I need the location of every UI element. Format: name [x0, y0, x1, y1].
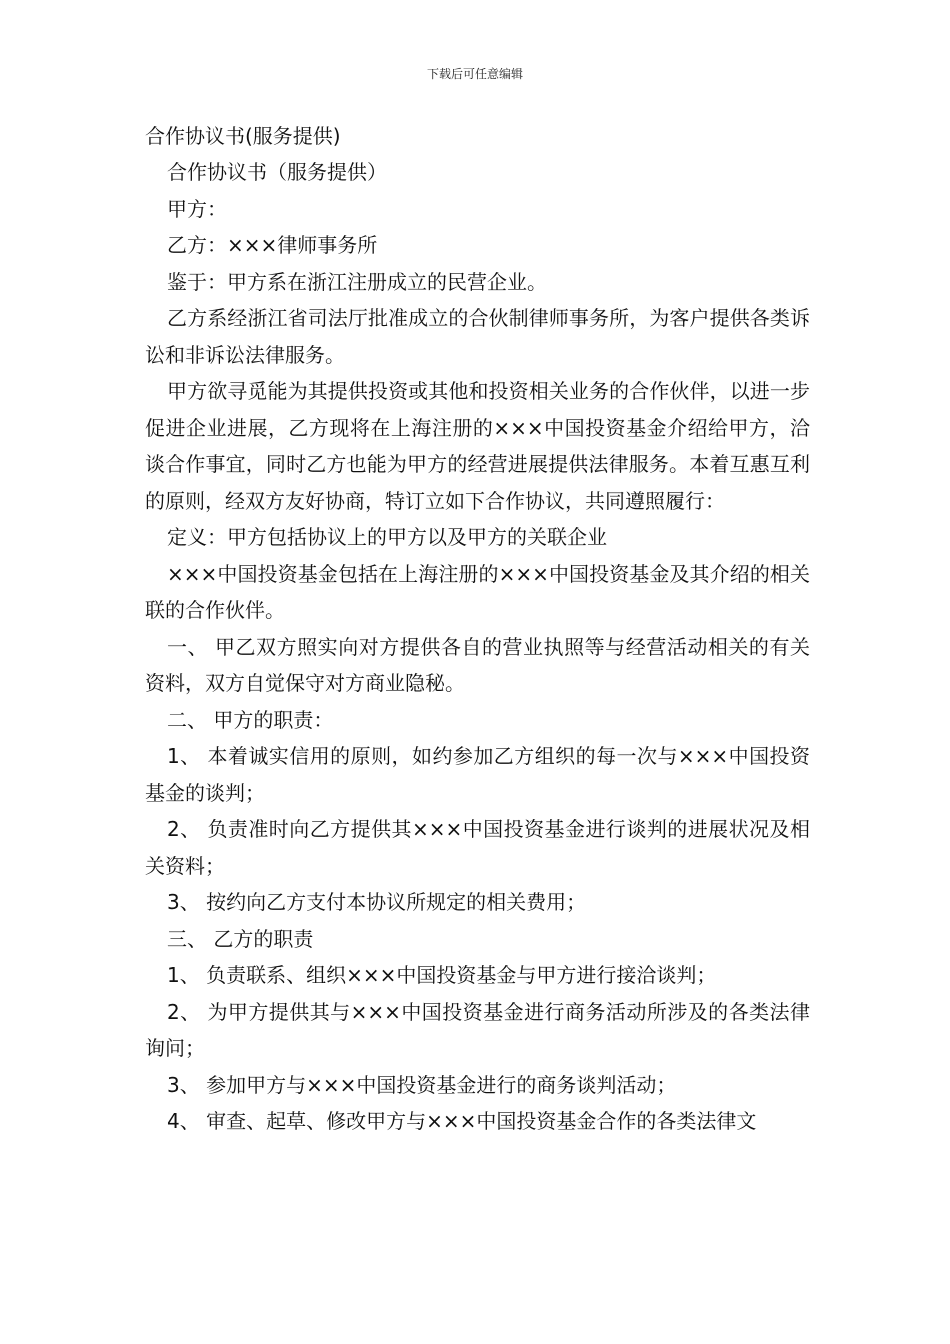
document-title: 合作协议书(服务提供) [145, 124, 341, 148]
page-header [0, 66, 950, 82]
header-note: 下载后可任意编辑 [426, 67, 523, 81]
clause-2-item-1: 1、 本着诚实信用的原则，如约参加乙方组织的每一次与×××中国投资基金的谈判； [145, 744, 810, 805]
clause-2-item-2: 2、 负责准时向乙方提供其×××中国投资基金进行谈判的进展状况及相关资料； [145, 817, 810, 878]
whereas-paragraph: 鉴于：甲方系在浙江注册成立的民营企业。 [167, 269, 547, 294]
subtitle-paragraph: 合作协议书（服务提供） [167, 160, 387, 184]
party-b-description-paragraph: 乙方系经浙江省司法厅批准成立的合伙制律师事务所，为客户提供各类诉讼和非诉讼法律服务。 [145, 306, 810, 367]
document-body [145, 118, 810, 1140]
clause-2-heading: 二、 甲方的职责： [167, 707, 334, 732]
party-a-paragraph: 甲方： [167, 196, 227, 221]
definition-paragraph: 定义：甲方包括协议上的甲方以及甲方的关联企业 [167, 525, 607, 549]
clause-3-item-3: 3、 参加甲方与×××中国投资基金进行的商务谈判活动； [167, 1072, 677, 1097]
fund-definition-paragraph: ×××中国投资基金包括在上海注册的×××中国投资基金及其介绍的相关联的合作伙伴。 [145, 561, 810, 622]
clause-3-item-2: 2、 为甲方提供其与×××中国投资基金进行商务活动所涉及的各类法律询问； [145, 999, 810, 1060]
clause-3-item-1: 1、 负责联系、组织×××中国投资基金与甲方进行接洽谈判； [167, 963, 717, 987]
party-b-paragraph: 乙方：×××律师事务所 [167, 233, 378, 257]
clause-3-heading: 三、 乙方的职责 [167, 926, 314, 951]
clause-1-paragraph: 一、 甲乙双方照实向对方提供各自的营业执照等与经营活动相关的有关资料，双方自觉保守对方商业隐秘。 [145, 634, 810, 695]
purpose-paragraph: 甲方欲寻觅能为其提供投资或其他和投资相关业务的合作伙伴，以进一步促进企业进展，乙方现将在上海注册的×××中国投资基金介绍给甲方，洽谈合作事宜，同时乙方也能为甲方的经营进展提供法律服务。本着互惠互利的原则，经双方友好协商，特订立如下合作协议，共同遵照履行： [145, 379, 810, 513]
clause-2-item-3: 3、 按约向乙方支付本协议所规定的相关费用； [167, 890, 587, 914]
clause-3-item-4: 4、 审查、起草、修改甲方与×××中国投资基金合作的各类法律文 [167, 1109, 757, 1133]
